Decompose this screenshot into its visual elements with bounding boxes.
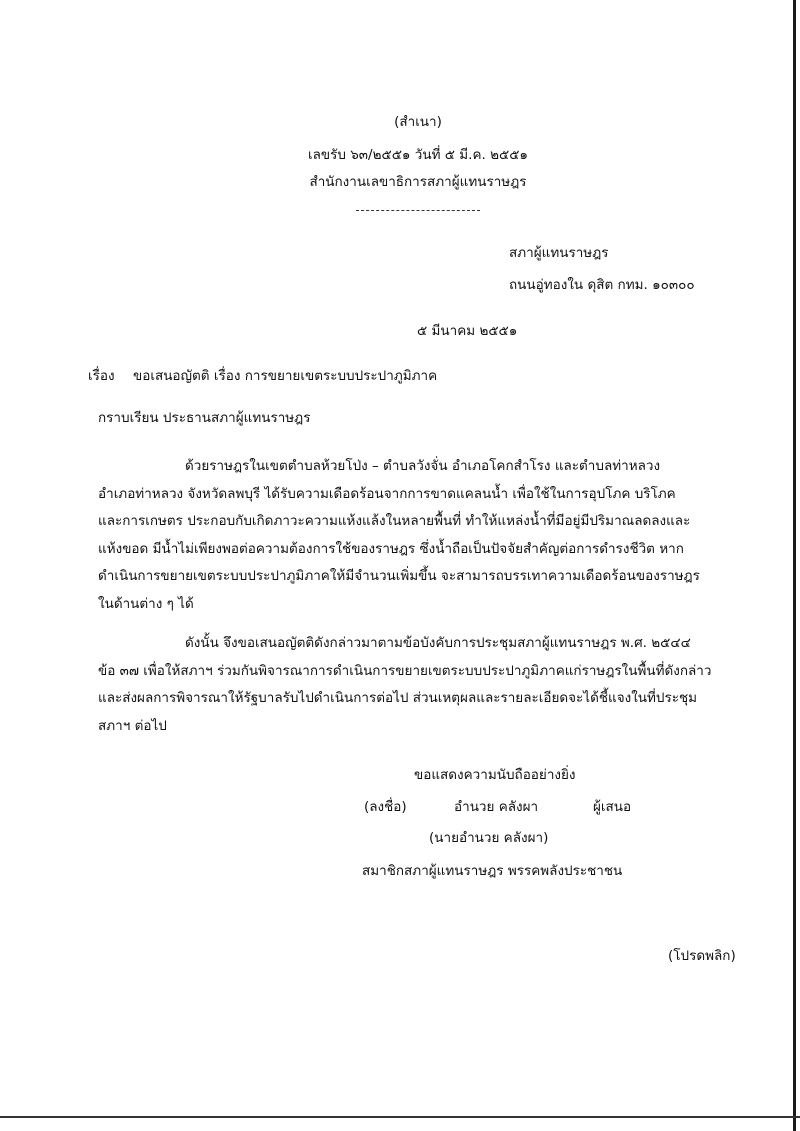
paragraph-1-line: แห้งขอด มีน้ำไม่เพียงพอต่อความต้องการใช้ของราษฎร ซึ่งน้ำถือเป็นปัจจัยสำคัญต่อการดำรงชีวิต หาก bbox=[98, 540, 684, 557]
paragraph-2 bbox=[98, 630, 738, 740]
copy-label: (สำเนา) bbox=[394, 114, 442, 130]
paragraph-2-line: ข้อ ๓๗ เพื่อให้สภาฯ ร่วมกันพิจารณาการดำเนินการขยายเขตระบบประปาภูมิภาคแก่ราษฎรในพื้นที่ดังกล่าว bbox=[98, 662, 712, 679]
office-name: สำนักงานเลขาธิการสภาผู้แทนราษฎร bbox=[309, 174, 527, 190]
closing-respect: ขอแสดงความนับถืออย่างยิ่ง bbox=[414, 767, 576, 783]
address-line-1: สภาผู้แทนราษฎร bbox=[509, 245, 609, 261]
paragraph-1-line: และการเกษตร ประกอบกับเกิดภาวะความแห้งแล้งในหลายพื้นที่ ทำให้แหล่งน้ำที่มีอยู่มีปริมาณลดลงและ bbox=[98, 513, 691, 529]
paragraph-1-line: อำเภอท่าหลวง จังหวัดลพบุรี ได้รับความเดือดร้อนจากการขาดแคลนน้ำ เพื่อใช้ในการอุปโภค บริโภค bbox=[98, 485, 676, 502]
paragraph-2-line: และส่งผลการพิจารณาให้รัฐบาลรับไปดำเนินการต่อไป ส่วนเหตุผลและรายละเอียดจะได้ชี้แจงในที่ประชุม bbox=[98, 690, 698, 706]
paragraph-1-line: ในด้านต่าง ๆ ได้ bbox=[98, 595, 194, 612]
signer-position: สมาชิกสภาผู้แทนราษฎร พรรคพลังประชาชน bbox=[362, 863, 623, 879]
paragraph-1-line: ดำเนินการขยายเขตระบบประปาภูมิภาคให้มีจำนวนเพิ่มขึ้น จะสามารถบรรเทาความเดือดร้อนของราษฎร bbox=[98, 568, 700, 584]
proposer-label: ผู้เสนอ bbox=[593, 799, 632, 815]
sign-label: (ลงชื่อ) bbox=[364, 799, 407, 815]
paragraph-2-line: สภาฯ ต่อไป bbox=[98, 717, 167, 734]
header-divider bbox=[356, 210, 480, 211]
subject-text: ขอเสนอญัตติ เรื่อง การขยายเขตระบบประปาภูมิภาค bbox=[133, 368, 438, 384]
subject-label: เรื่อง bbox=[88, 368, 115, 384]
turn-over-note: (โปรดพลิก) bbox=[668, 948, 736, 964]
signer-signature: อำนวย คลังผา bbox=[454, 799, 539, 815]
signer-full-name: (นายอำนวย คลังผา) bbox=[429, 830, 549, 846]
paragraph-2-line: ดังนั้น จึงขอเสนอญัตติดังกล่าวมาตามข้อบังคับการประชุมสภาผู้แทนราษฎร พ.ศ. ๒๕๔๔ bbox=[185, 635, 691, 651]
letter-date: ๕ มีนาคม ๒๕๕๑ bbox=[417, 323, 518, 339]
scan-edge-bottom bbox=[0, 1116, 800, 1118]
paragraph-1-line: ด้วยราษฎรในเขตตำบลห้วยโป่ง – ตำบลวังจั่น อำเภอโคกสำโรง และตำบลท่าหลวง bbox=[185, 458, 661, 474]
received-line: เลขรับ ๖๓/๒๕๕๑ วันที่ ๕ มี.ค. ๒๕๕๑ bbox=[308, 147, 528, 163]
address-line-2: ถนนอู่ทองใน ดุสิต กทม. ๑๐๓๐๐ bbox=[509, 277, 695, 293]
paragraph-1 bbox=[98, 453, 738, 618]
salutation: กราบเรียน ประธานสภาผู้แทนราษฎร bbox=[98, 410, 311, 426]
scan-edge-right bbox=[793, 0, 796, 1131]
